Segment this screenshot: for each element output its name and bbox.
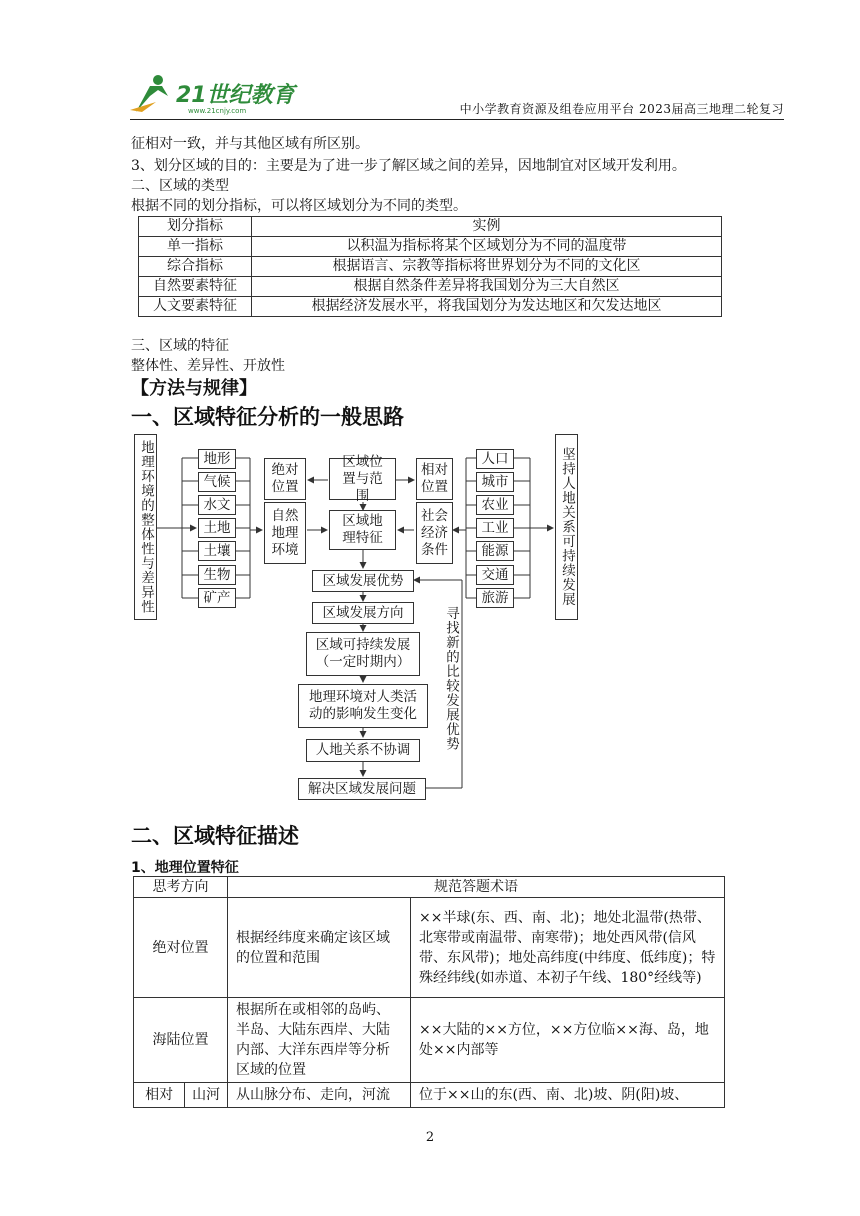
human-item: 交通 xyxy=(476,565,514,585)
cell: 根据自然条件差异将我国划分为三大自然区 xyxy=(252,277,722,297)
loc-terms: ××半球(东、西、南、北)；地处北温带(热带、北寒带或南温带、南寒带)；地处西风带(信风带、东风带)；地处高纬度(中纬度、低纬度)；特殊经纬线(如赤道、本初子午线、180°经线等) xyxy=(411,898,725,998)
features-text: 整体性、差异性、开放性 xyxy=(131,358,285,374)
loc-terms: 位于××山的东(西、南、北)坡、阴(阳)坡、 xyxy=(411,1083,725,1108)
types-header-2: 实例 xyxy=(252,217,722,237)
human-item: 工业 xyxy=(476,518,514,538)
loc-name: 海陆位置 xyxy=(134,998,228,1083)
diagram-right-label: 坚持人地关系可持续发展 xyxy=(555,434,578,620)
flow-solve-problems: 解决区域发展问题 xyxy=(298,778,426,800)
loc-name-b: 山河 xyxy=(185,1083,228,1108)
cell: 综合指标 xyxy=(139,257,252,277)
loc-method: 根据经纬度来确定该区域的位置和范围 xyxy=(228,898,411,998)
natural-item: 土壤 xyxy=(198,541,236,561)
loc-method: 从山脉分布、走向，河流 xyxy=(228,1083,411,1108)
cell: 根据经济发展水平，将我国划分为发达地区和欠发达地区 xyxy=(252,297,722,317)
intro-line1: 征相对一致，并与其他区域有所区别。 xyxy=(131,136,369,152)
flow-sustainable xyxy=(306,632,420,676)
svg-text:www.21cnjy.com: www.21cnjy.com xyxy=(188,107,247,115)
natural-item: 气候 xyxy=(198,472,236,492)
cell: 人文要素特征 xyxy=(139,297,252,317)
natural-item: 生物 xyxy=(198,565,236,585)
natural-item: 土地 xyxy=(198,518,236,538)
method-title: 【方法与规律】 xyxy=(131,378,257,399)
location-table xyxy=(133,876,725,1108)
human-item: 能源 xyxy=(476,541,514,561)
intro-line3: 根据不同的划分指标，可以将区域划分为不同的类型。 xyxy=(131,198,467,214)
human-item: 人口 xyxy=(476,449,514,469)
section2-title: 二、区域特征描述 xyxy=(131,824,299,848)
natural-item: 矿产 xyxy=(198,588,236,608)
section1-title: 一、区域特征分析的一般思路 xyxy=(131,405,404,429)
flow-advantage: 区域发展优势 xyxy=(312,570,414,592)
natural-env-box: 自然地理环境 xyxy=(264,502,306,564)
cell: 以积温为指标将某个区域划分为不同的温度带 xyxy=(252,237,722,257)
region-feature-box: 区域地理特征 xyxy=(329,510,396,550)
intro-line2: 3、划分区域的目的：主要是为了进一步了解区域之间的差异，因地制宜对区域开发利用。 xyxy=(131,158,686,174)
relative-position-box: 相对位置 xyxy=(416,458,453,500)
human-item: 农业 xyxy=(476,495,514,515)
human-item: 城市 xyxy=(476,472,514,492)
types-header-1: 划分指标 xyxy=(139,217,252,237)
loc-terms: ××大陆的××方位，××方位临××海、岛，地处××内部等 xyxy=(411,998,725,1083)
header-title: 中小学教育资源及组卷应用平台 2023届高三地理二轮复习 xyxy=(459,102,784,116)
natural-item: 水文 xyxy=(198,495,236,515)
feedback-label: 寻找新的比较发展优势 xyxy=(441,606,461,766)
flow-impact-change: 地理环境对人类活动的影响发生变化 xyxy=(298,684,428,728)
flow-sustainable-label: 区域可持续发展 xyxy=(315,637,411,653)
features-heading: 三、区域的特征 xyxy=(131,338,229,354)
loc-name-a: 相对 xyxy=(134,1083,185,1108)
cell: 单一指标 xyxy=(139,237,252,257)
flow-inharmony: 人地关系不协调 xyxy=(306,739,420,762)
svg-text:21世纪教育: 21世纪教育 xyxy=(176,83,295,108)
cell: 根据语言、宗教等指标将世界划分为不同的文化区 xyxy=(252,257,722,277)
loc-name: 绝对位置 xyxy=(134,898,228,998)
location-subheading: 1、地理位置特征 xyxy=(131,860,239,876)
natural-item: 地形 xyxy=(198,449,236,469)
table-row xyxy=(134,898,725,998)
types-heading: 二、区域的类型 xyxy=(131,178,229,194)
cell: 自然要素特征 xyxy=(139,277,252,297)
flow-sustainable-period: （一定时期内） xyxy=(315,654,411,670)
human-item: 旅游 xyxy=(476,588,514,608)
loc-method: 根据所在或相邻的岛屿、半岛、大陆东西岸、大陆内部、大洋东西岸等分析区域的位置 xyxy=(228,998,411,1083)
socio-economic-box: 社会经济条件 xyxy=(416,502,453,564)
loc-header-2: 规范答题术语 xyxy=(228,877,725,898)
flow-direction: 区域发展方向 xyxy=(312,602,414,624)
page-number: 2 xyxy=(425,1130,435,1145)
table-row xyxy=(134,998,725,1083)
absolute-position-box: 绝对位置 xyxy=(264,458,306,500)
region-position-box: 区域位置与范围 xyxy=(329,458,396,500)
loc-header-1: 思考方向 xyxy=(134,877,228,898)
table-row xyxy=(134,1083,725,1108)
diagram-left-label: 地理环境的整体性与差异性 xyxy=(134,434,157,620)
